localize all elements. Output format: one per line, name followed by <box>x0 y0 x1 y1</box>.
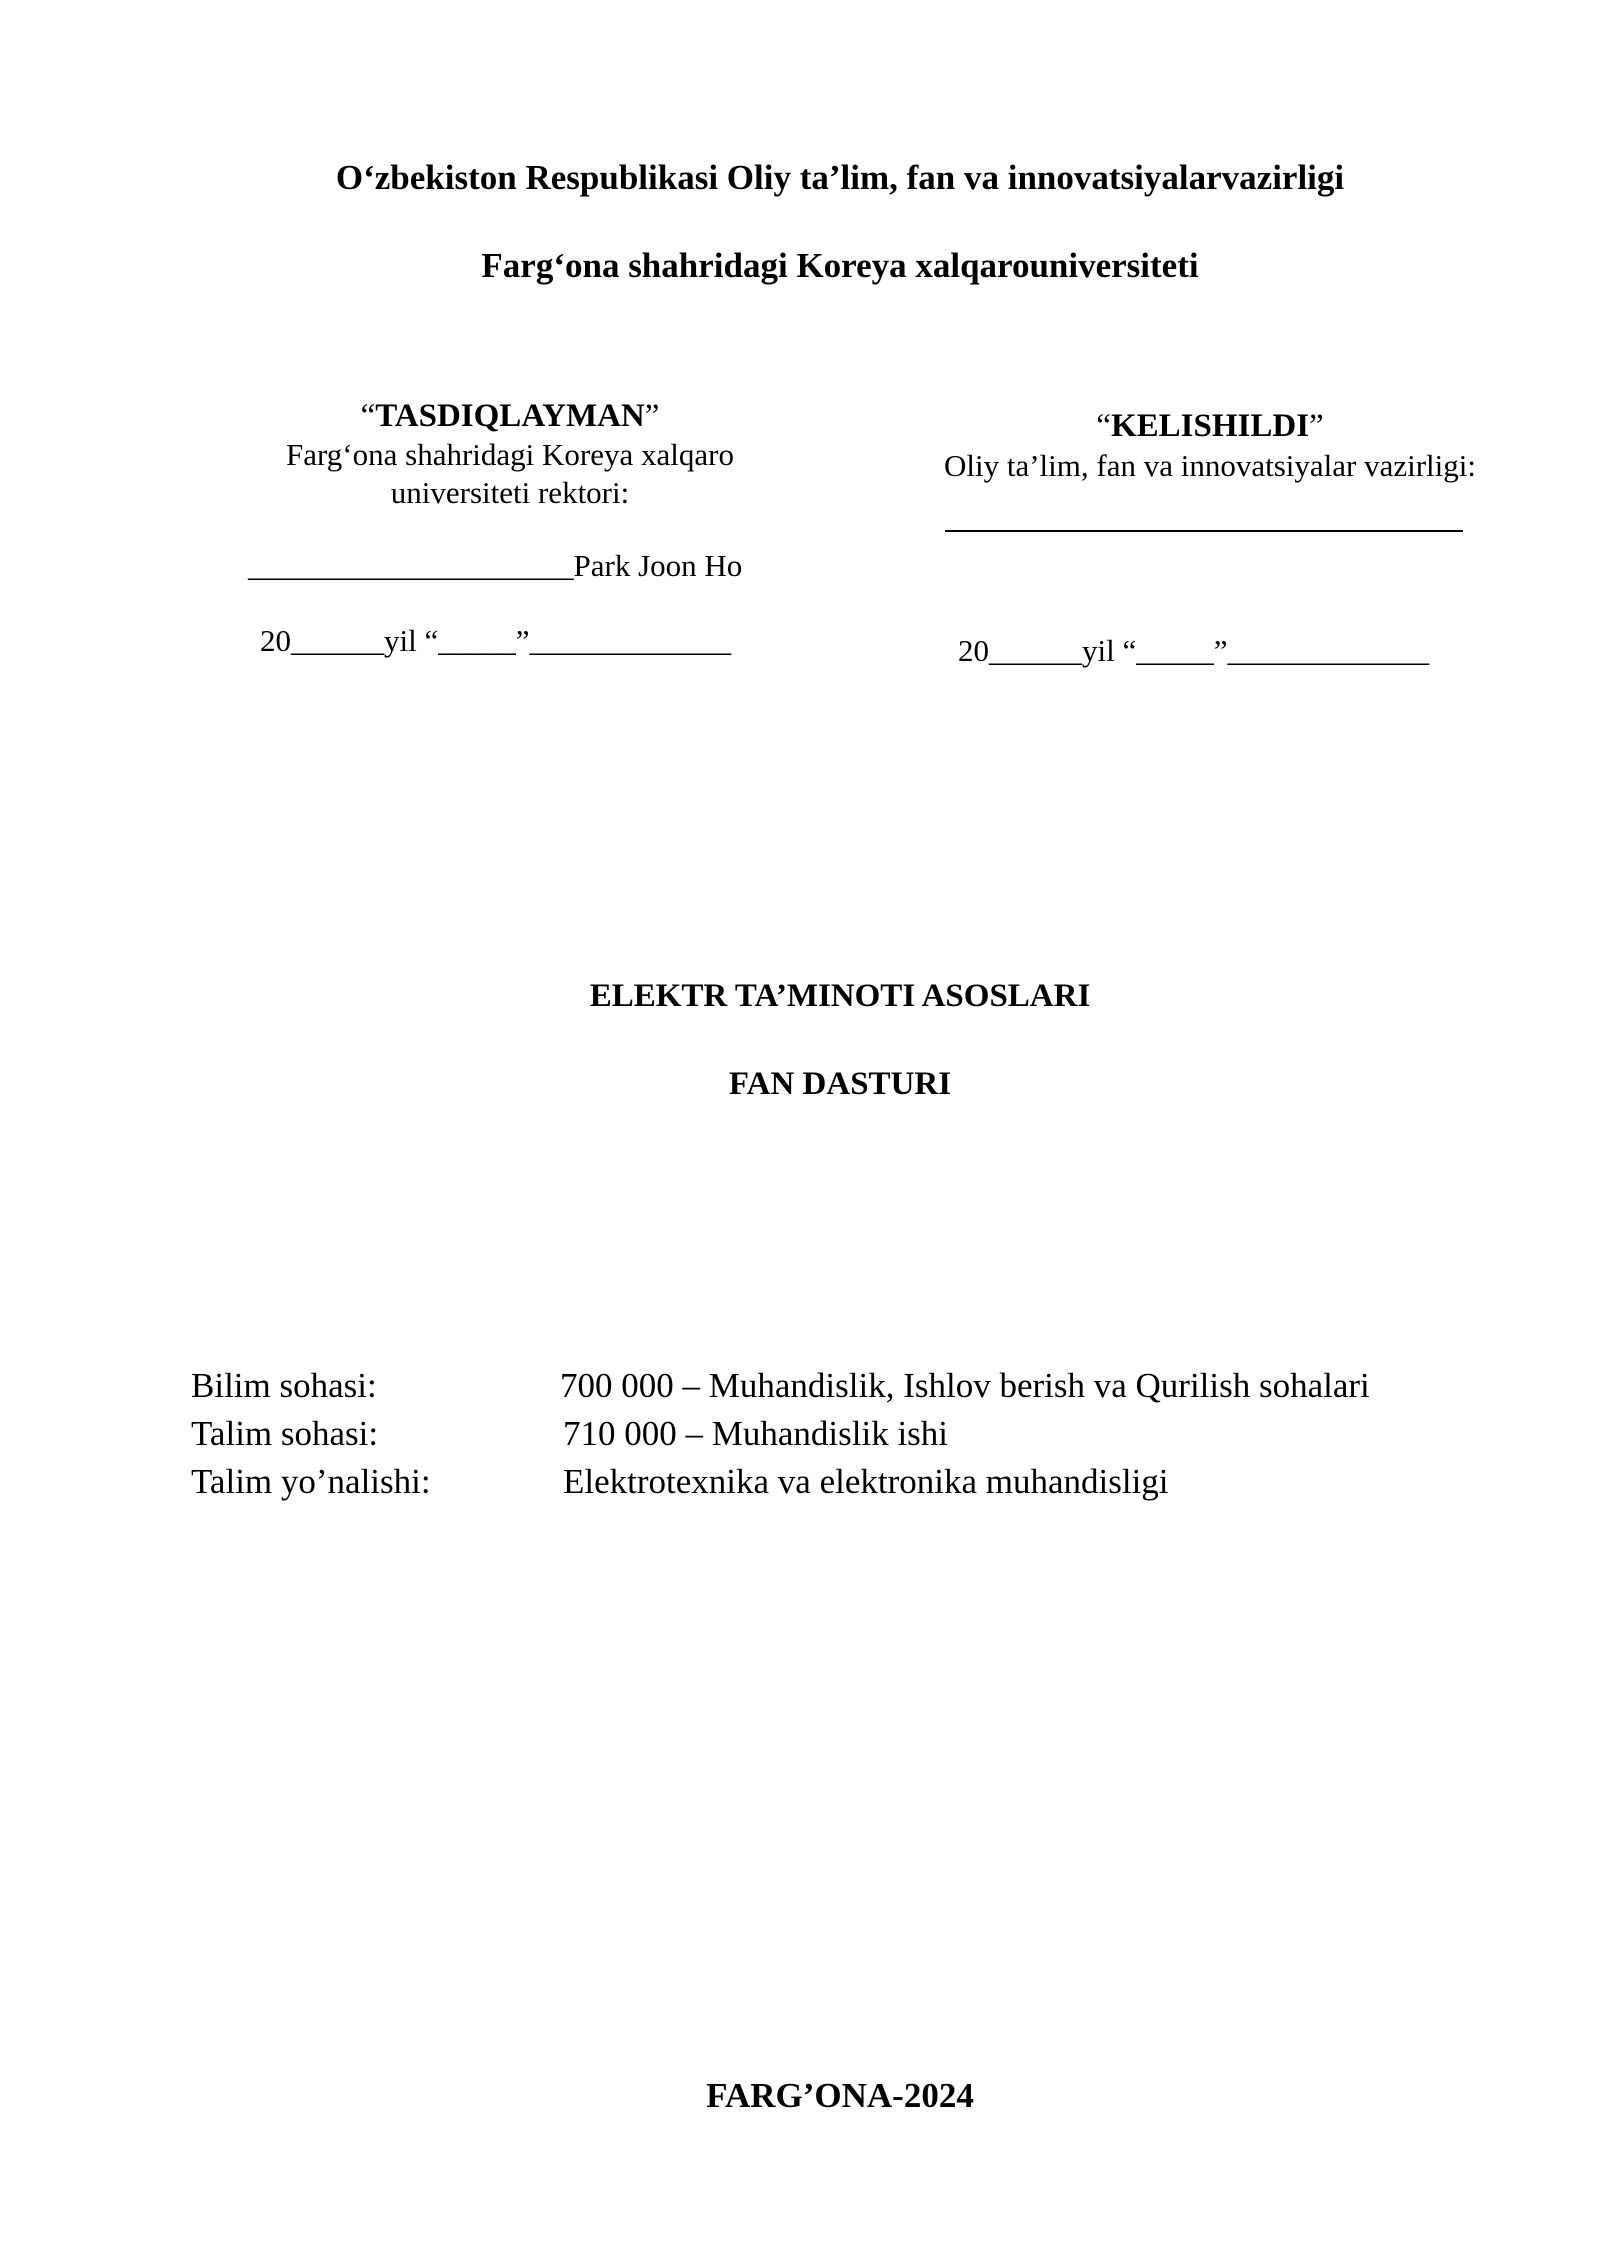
approval-heading <box>230 398 790 435</box>
university-name: Farg‘ona shahridagi Koreya xalqarouniversiteti <box>481 246 1199 285</box>
detail-label-direction: Talim yo’nalishi: <box>191 1462 431 1501</box>
subject-title: ELEKTR TA’MINOTI ASOSLARI <box>589 978 1091 1014</box>
detail-value-education-area: 710 000 – Muhandislik ishi <box>563 1414 949 1453</box>
approval-signature-line: _____________________ <box>248 548 574 583</box>
approval-date: 20______yil “_____”_____________ <box>260 623 731 658</box>
agreement-heading-text: KELISHILDI <box>1110 408 1310 444</box>
detail-label-knowledge-area: Bilim sohasi: <box>191 1366 377 1405</box>
approval-position-line1: Farg‘ona shahridagi Koreya xalqaro <box>286 437 734 472</box>
city-year: FARG’ONA-2024 <box>706 2076 974 2115</box>
approval-signatory: Park Joon Ho <box>573 548 743 583</box>
approval-position <box>230 436 790 512</box>
ministry-name: O‘zbekiston Respublikasi Oliy ta’lim, fan va innovatsiyalarvazirligi <box>335 158 1345 197</box>
agreement-open-quote: “ <box>1096 408 1111 444</box>
detail-label-education-area: Talim sohasi: <box>191 1414 379 1453</box>
agreement-heading <box>900 408 1520 445</box>
agreement-close-quote: ” <box>1309 408 1324 444</box>
approval-heading-text: TASDIQLAYMAN <box>375 398 645 434</box>
approval-position-line2: universiteti rektori: <box>390 475 630 510</box>
detail-value-knowledge-area: 700 000 – Muhandislik, Ishlov berish va Qurilish sohalari <box>560 1366 1370 1405</box>
approval-signature <box>248 548 742 584</box>
approval-open-quote: “ <box>360 398 376 434</box>
agreement-date: 20______yil “_____”_____________ <box>958 633 1429 668</box>
agreement-signature-line <box>945 530 1463 532</box>
detail-value-direction: Elektrotexnika va elektronika muhandisligi <box>563 1462 1169 1501</box>
agreement-body: Oliy ta’lim, fan va innovatsiyalar vazirligi: <box>943 448 1476 483</box>
approval-close-quote: ” <box>644 398 660 434</box>
document-type: FAN DASTURI <box>728 1066 952 1102</box>
